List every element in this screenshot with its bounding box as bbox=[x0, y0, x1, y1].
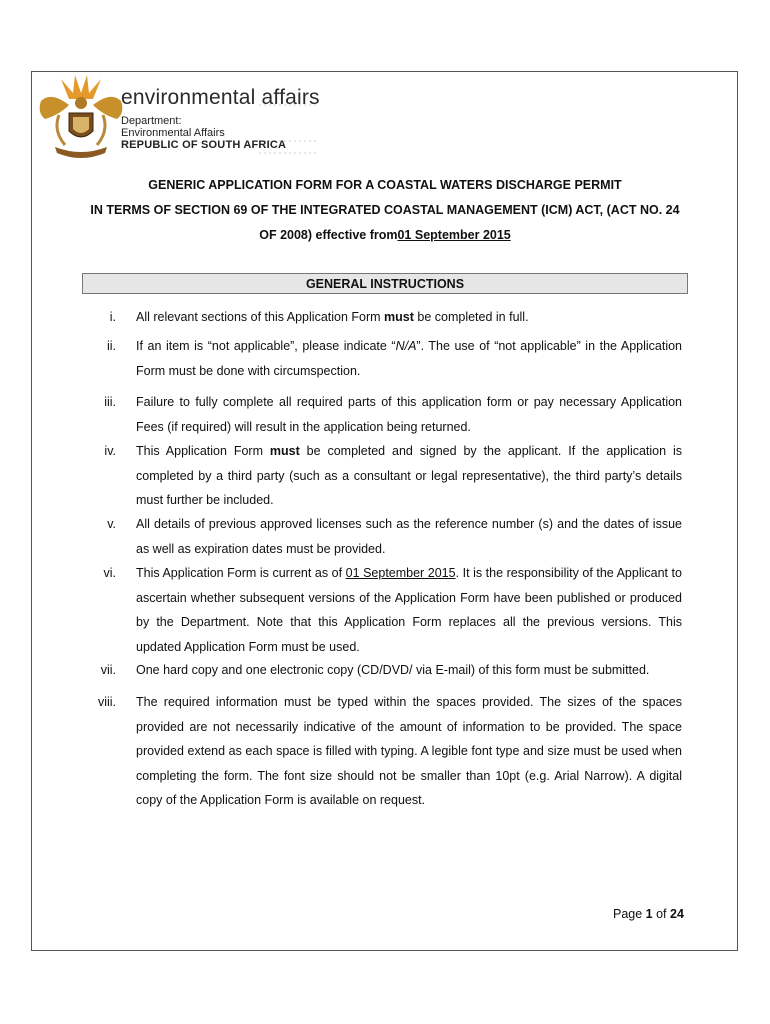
department-wordmark: environmental affairs bbox=[121, 86, 320, 109]
item-text: All details of previous approved licenses such as the reference number (s) and the dates of issue as well as expiration dates must be provided. bbox=[136, 517, 682, 556]
form-title-line-1: GENERIC APPLICATION FORM FOR A COASTAL WATERS DISCHARGE PERMIT bbox=[148, 178, 622, 192]
item-text: One hard copy and one electronic copy (CD/DVD/ via E-mail) of this form must be submitted. bbox=[136, 663, 650, 677]
form-title-line-3 bbox=[60, 228, 710, 242]
item-number: i. bbox=[109, 310, 116, 324]
form-title-prefix: OF 2008) effective from bbox=[259, 228, 398, 242]
item-text: All relevant sections of this Application Form must be completed in full. bbox=[136, 310, 529, 324]
item-number: vii. bbox=[100, 663, 116, 677]
page-number: Page 1 of 24 bbox=[613, 907, 684, 921]
general-instructions-heading: GENERAL INSTRUCTIONS bbox=[82, 273, 688, 294]
item-text: This Application Form is current as of 01 September 2015. It is the responsibility of the Applicant to ascertain whether subsequent versions of the Application Form have been published or produced by the Department. Note that this Application Form replaces all the previous versions. This updated Application Form must be used. bbox=[136, 566, 682, 654]
instruction-item bbox=[82, 561, 682, 659]
department-label: Department: bbox=[121, 115, 182, 127]
item-number: iii. bbox=[104, 395, 116, 409]
item-number: vi. bbox=[103, 566, 116, 580]
coat-of-arms-icon bbox=[40, 75, 123, 158]
instruction-item bbox=[82, 512, 682, 561]
country-name: REPUBLIC OF SOUTH AFRICA bbox=[121, 139, 287, 151]
item-number: v. bbox=[107, 517, 116, 531]
item-number: viii. bbox=[97, 695, 116, 709]
item-text: This Application Form must be completed and signed by the applicant. If the application is completed by a third party (such as a consultant or legal representative), the third party’s details must further be included. bbox=[136, 444, 682, 507]
item-text: Failure to fully complete all required parts of this application form or pay necessary Application Fees (if required) will result in the application being returned. bbox=[136, 395, 682, 434]
form-title-line-2: IN TERMS OF SECTION 69 OF THE INTEGRATED COASTAL MANAGEMENT (ICM) ACT, (ACT NO. 24 bbox=[90, 203, 680, 217]
effective-date: 01 September 2015 bbox=[397, 228, 511, 242]
department-name: Environmental Affairs bbox=[121, 127, 225, 139]
item-number: ii. bbox=[106, 339, 116, 353]
item-number: iv. bbox=[104, 444, 116, 458]
instruction-item bbox=[82, 658, 682, 683]
item-text: The required information must be typed within the spaces provided. The sizes of the spaces provided are not necessarily indicative of the amount of information to be provided. The space provided extend as each space is filled with typing. A legible font type and size must be used when completing the form. The font size should not be smaller than 10pt (e.g. Arial Narrow). A digital copy of the Application Form is available on request. bbox=[136, 695, 682, 807]
instruction-item bbox=[82, 439, 682, 513]
instruction-item bbox=[82, 305, 682, 330]
instruction-item bbox=[82, 334, 682, 383]
item-text: If an item is “not applicable”, please indicate “N/A”. The use of “not applicable” in the Application Form must be done with circumspection. bbox=[136, 339, 683, 378]
instruction-item bbox=[82, 390, 682, 439]
instruction-item bbox=[82, 690, 682, 813]
